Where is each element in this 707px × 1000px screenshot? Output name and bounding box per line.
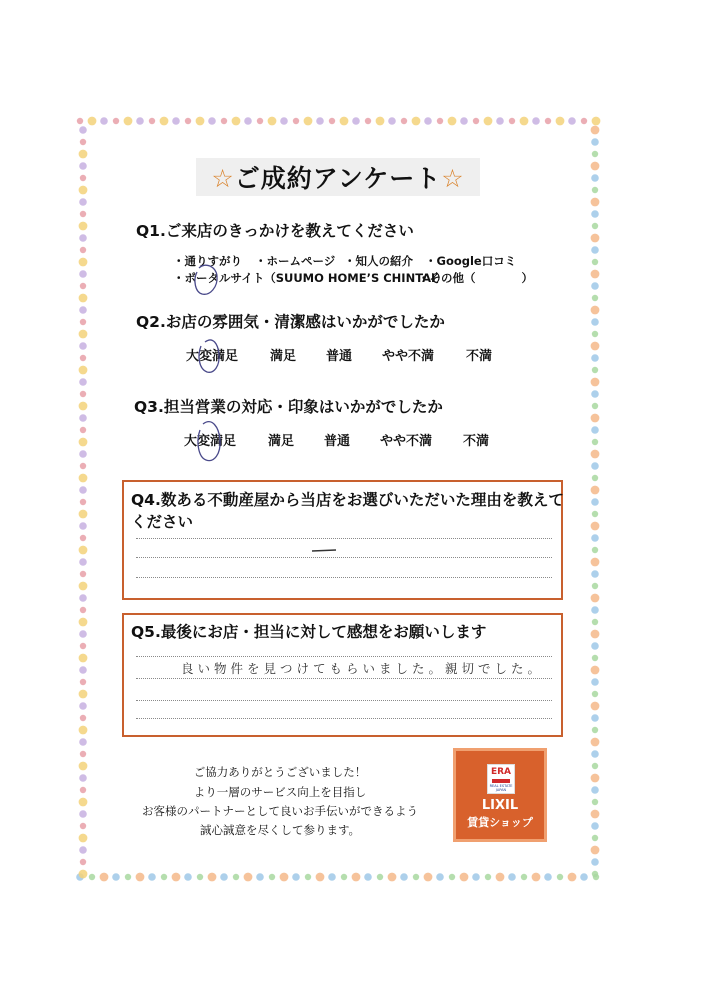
q5-answer-line[interactable] — [136, 700, 552, 701]
q5-question: Q5.最後にお店・担当に対して感想をお願いします — [131, 623, 487, 641]
q2-rating-dissatisfied[interactable]: 不満 — [466, 349, 493, 364]
q4-question-line1: Q4.数ある不動産屋から当店をお選びいただいた理由を教えて — [131, 491, 564, 509]
q1-option-other[interactable]: ・その他（ ） — [418, 271, 533, 285]
q2-rating-neutral[interactable]: 普通 — [326, 349, 353, 364]
q3-rating-somewhat-dissatisfied[interactable]: やや不満 — [380, 434, 433, 449]
q1-option-portal-site[interactable]: ・ポータルサイト（SUUMO HOME’S CHINTAI） — [173, 271, 447, 285]
shop-name-text: 賃貸ショップ — [467, 816, 533, 829]
lixil-logo-text: LIXIL — [481, 798, 519, 813]
q2-question: Q2.お店の雰囲気・清潔感はいかがでしたか — [136, 313, 445, 331]
closing-line-2: より一層のサービス向上を目指し — [193, 785, 367, 799]
q3-rating-very-satisfied[interactable]: 大変満足 — [184, 434, 237, 449]
title-text: ご成約アンケート — [234, 164, 442, 193]
q1-question: Q1.ご来店のきっかけを教えてください — [136, 222, 414, 240]
closing-line-3: お客様のパートナーとして良いお手伝いができるよう — [142, 804, 418, 818]
era-logo-text: ERA — [490, 767, 512, 777]
q1-option-homepage[interactable]: ・ホームページ — [255, 254, 336, 268]
q2-rating-satisfied[interactable]: 満足 — [270, 349, 297, 364]
era-logo — [487, 764, 515, 794]
q3-rating-dissatisfied[interactable]: 不満 — [463, 434, 490, 449]
q3-rating-neutral[interactable]: 普通 — [324, 434, 351, 449]
q3-rating-satisfied[interactable]: 満足 — [268, 434, 295, 449]
star-right-icon: ☆ — [441, 164, 465, 193]
q1-option-google-reviews[interactable]: ・Google口コミ — [425, 254, 517, 268]
q5-handwritten-answer: 良い物件を見つけてもらいました。親切でした。 — [181, 661, 545, 676]
era-logo-bar — [492, 779, 510, 783]
closing-line-1: ご協力ありがとうございました！ — [193, 765, 367, 779]
q5-answer-line[interactable] — [136, 656, 552, 657]
q4-question-line2: ください — [131, 513, 194, 531]
q1-option-walk-by[interactable]: ・通りすがり — [173, 254, 242, 268]
q2-rating-very-satisfied[interactable]: 大変満足 — [186, 349, 239, 364]
era-logo-subtext: REAL ESTATE JAPAN — [489, 784, 513, 792]
lixil-logo-badge — [453, 748, 547, 842]
q3-question: Q3.担当営業の対応・印象はいかがでしたか — [134, 398, 443, 416]
q1-option-referral[interactable]: ・知人の紹介 — [344, 254, 413, 268]
q2-rating-somewhat-dissatisfied[interactable]: やや不満 — [382, 349, 435, 364]
star-left-icon: ☆ — [211, 164, 235, 193]
q5-answer-line[interactable] — [136, 678, 552, 679]
q5-answer-line[interactable] — [136, 718, 552, 719]
closing-line-4: 誠心誠意を尽くして参ります。 — [199, 823, 361, 837]
